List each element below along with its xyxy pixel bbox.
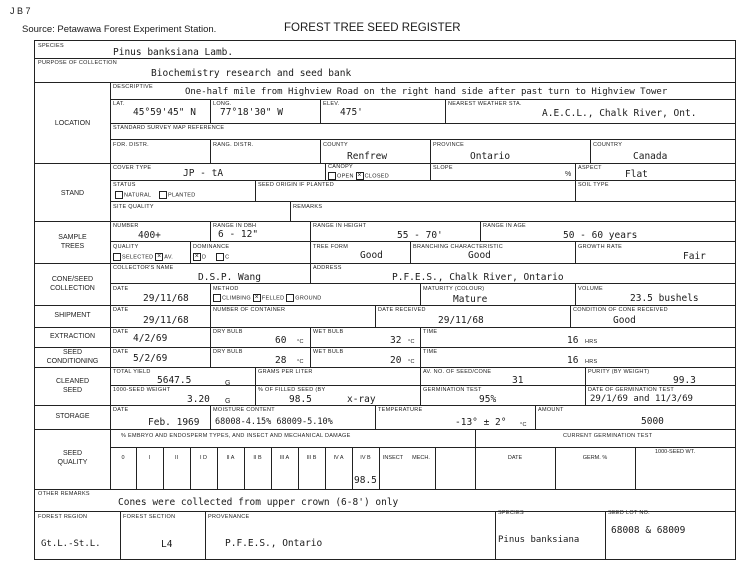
label-rang-distr: RANG. DISTR.: [213, 142, 254, 148]
grid-header-10: INSECT: [382, 455, 404, 461]
dominance-c-label: C: [225, 254, 230, 261]
weather-value: A.E.C.L., Chalk River, Ont.: [542, 108, 697, 119]
ivb-value: 98.5: [354, 475, 377, 486]
lat-value: 45°59'45" N: [133, 107, 196, 118]
section-shipment: SHIPMENT: [54, 312, 91, 319]
ext-wet-value: 32: [390, 335, 402, 346]
forest-region-value: Gt.L.-St.L.: [41, 539, 101, 549]
canopy-options: [328, 172, 389, 180]
label-soil-type: SOIL TYPE: [578, 182, 609, 188]
label-forest-region: FOREST REGION: [38, 514, 88, 520]
label-seed-origin: SEED ORIGIN IF PLANTED: [258, 182, 334, 188]
height-value: 55 - 70': [397, 230, 443, 241]
ext-dry-unit: °C: [297, 339, 304, 345]
ext-wet-unit: °C: [408, 339, 415, 345]
label-cond-date: DATE: [113, 349, 129, 355]
label-ship-date: DATE: [113, 307, 129, 313]
label-remarks: REMARKS: [293, 204, 323, 210]
cond-dry-value: 28: [275, 355, 287, 366]
grid-header-8: IV A: [333, 455, 344, 461]
label-purpose: PURPOSE OF COLLECTION: [38, 60, 118, 66]
seed-lot-value: 68008 & 68009: [611, 525, 686, 536]
label-quality: QUALITY: [113, 244, 139, 250]
stor-date-value: Feb. 1969: [148, 417, 200, 428]
label-ext-date: DATE: [113, 329, 129, 335]
status-options: [115, 191, 195, 199]
grid-header-9: IV B: [360, 455, 371, 461]
ext-date-value: 4/2/69: [133, 333, 168, 344]
label-aspect: ASPECT: [578, 165, 602, 171]
ship-date-value: 29/11/68: [143, 315, 189, 326]
label-seed-lot: SEED LOT NO.: [608, 510, 651, 516]
label-ext-wet-bulb: WET BULB: [313, 329, 344, 335]
method-ground-label: GROUND: [295, 295, 322, 302]
volume-value: 23.5 bushels: [630, 293, 699, 304]
section-seed-conditioning: SEED CONDITIONING: [46, 349, 99, 365]
filled-by-value: x-ray: [347, 394, 376, 405]
remarks-value: Cones were collected from upper crown (6-8') only: [118, 497, 399, 508]
label-embryo: % EMBRYO AND ENDOSPERM TYPES, AND INSECT AND MECHANICAL DAMAGE: [121, 433, 351, 439]
forest-section-value: L4: [161, 539, 173, 550]
dominance-d-label: D: [202, 254, 207, 261]
grid-header-3: I D: [199, 455, 208, 461]
ext-dry-value: 60: [275, 335, 287, 346]
province-value: Ontario: [470, 151, 511, 162]
quality-options: [113, 253, 173, 261]
total-yield-unit: G: [225, 380, 231, 387]
label-cond-wet-bulb: WET BULB: [313, 349, 344, 355]
germ-value: 95%: [479, 394, 497, 405]
label-for-distr: FOR. DISTR.: [113, 142, 149, 148]
coll-date-value: 29/11/68: [143, 293, 189, 304]
section-storage: STORAGE: [55, 413, 90, 420]
quality-selected-checkbox[interactable]: [113, 253, 121, 261]
grid-header-2: II: [174, 455, 179, 461]
label-purity: PURITY (BY WEIGHT): [588, 369, 650, 375]
cond-time-value: 16: [567, 355, 579, 366]
quality-selected-label: SELECTED: [122, 254, 154, 261]
cond-time-unit: HRS: [585, 359, 598, 365]
corner-code: J B 7: [10, 6, 31, 16]
slope-percent: %: [565, 171, 572, 178]
canopy-closed-label: CLOSED: [364, 173, 390, 180]
label-amount: AMOUNT: [538, 407, 564, 413]
total-yield-value: 5647.5: [157, 375, 192, 386]
species-bottom-value: Pinus banksiana: [498, 535, 580, 545]
canopy-closed-checkbox[interactable]: [356, 172, 364, 180]
canopy-open-label: OPEN: [337, 173, 354, 180]
label-range-dbh: RANGE IN DBH: [213, 223, 257, 229]
label-address: ADDRESS: [313, 265, 342, 271]
label-province: PROVINCE: [433, 142, 465, 148]
current-germ-header-germ: GERM. %: [582, 455, 608, 461]
collector-value: D.S.P. Wang: [198, 272, 261, 283]
label-other-remarks: OTHER REMARKS: [38, 491, 90, 497]
purpose-value: Biochemistry research and seed bank: [151, 68, 352, 79]
county-value: Renfrew: [347, 151, 388, 162]
label-av-seed-cone: AV. NO. OF SEED/CONE: [423, 369, 492, 375]
source-line: Source: Petawawa Forest Experiment Station.: [22, 24, 217, 35]
label-pct-filled: % OF FILLED SEED (BY: [258, 387, 326, 393]
condition-value: Good: [613, 315, 636, 326]
label-county: COUNTY: [323, 142, 349, 148]
received-value: 29/11/68: [438, 315, 484, 326]
status-planted-checkbox[interactable]: [159, 191, 167, 199]
number-value: 400+: [138, 230, 161, 241]
dominance-c-checkbox[interactable]: [216, 253, 224, 261]
maturity-value: Mature: [453, 294, 488, 305]
quality-av-label: AV.: [164, 254, 174, 261]
grid-header-6: III A: [279, 455, 290, 461]
label-lat: LAT.: [113, 101, 125, 107]
ext-time-value: 16: [567, 335, 579, 346]
label-status: STATUS: [113, 182, 136, 188]
label-method: METHOD: [213, 286, 239, 292]
filled-value: 98.5: [289, 394, 312, 405]
section-stand: STAND: [60, 190, 85, 197]
section-location: LOCATION: [54, 120, 91, 127]
current-germ-header-weight: 1000-SEED WT.: [654, 449, 696, 455]
label-coll-date: DATE: [113, 286, 129, 292]
label-long: LONG.: [213, 101, 232, 107]
canopy-open-checkbox[interactable]: [328, 172, 336, 180]
aspect-value: Flat: [625, 169, 648, 180]
dbh-value: 6 - 12": [218, 229, 259, 240]
tree-form-value: Good: [360, 250, 383, 261]
av-seed-value: 31: [512, 375, 524, 386]
label-elev: ELEV.: [323, 101, 340, 107]
label-provenance: PROVENANCE: [208, 514, 250, 520]
status-planted-label: PLANTED: [168, 192, 196, 199]
temperature-unit: °C: [520, 422, 527, 428]
grid-header-0: 0: [121, 455, 125, 461]
grid-header-7: III B: [306, 455, 317, 461]
label-dominance: DOMINANCE: [193, 244, 230, 250]
label-descriptive: DESCRIPTIVE: [113, 84, 153, 90]
label-ext-time: TIME: [423, 329, 438, 335]
country-value: Canada: [633, 151, 668, 162]
label-standard-survey: STANDARD SURVEY MAP REFERENCE: [113, 125, 225, 131]
address-value: P.F.E.S., Chalk River, Ontario: [392, 272, 564, 283]
cond-date-value: 5/2/69: [133, 353, 168, 364]
status-natural-label: NATURAL: [124, 192, 152, 199]
cond-wet-unit: °C: [408, 359, 415, 365]
section-cleaned-seed: CLEANED SEED: [55, 378, 90, 394]
section-extraction: EXTRACTION: [49, 333, 96, 340]
temperature-value: -13° ± 2°: [455, 417, 507, 428]
grid-header-4: II A: [226, 455, 235, 461]
label-cover-type: COVER TYPE: [113, 165, 152, 171]
page-title: FOREST TREE SEED REGISTER: [284, 22, 461, 34]
label-date-germ: DATE OF GERMINATION TEST: [588, 387, 675, 393]
label-date-received: DATE RECEIVED: [378, 307, 426, 313]
label-range-age: RANGE IN AGE: [483, 223, 527, 229]
label-forest-section: FOREST SECTION: [123, 514, 176, 520]
method-ground-checkbox[interactable]: [286, 294, 294, 302]
label-total-yield: TOTAL YIELD: [113, 369, 151, 375]
label-moisture: MOISTURE CONTENT: [213, 407, 275, 413]
moisture-value: 68008-4.15% 68009-5.10%: [215, 417, 333, 427]
label-cond-time: TIME: [423, 349, 438, 355]
label-grams-per-liter: GRAMS PER LITER: [258, 369, 313, 375]
label-slope: SLOPE: [433, 165, 453, 171]
current-germ-header-date: DATE: [507, 455, 523, 461]
label-country: COUNTRY: [593, 142, 623, 148]
cond-wet-value: 20: [390, 355, 402, 366]
quality-av-checkbox[interactable]: [155, 253, 163, 261]
label-site-quality: SITE QUALITY: [113, 204, 154, 210]
method-felled-label: FELLED: [261, 295, 285, 302]
seed-weight-unit: G: [225, 398, 231, 405]
elev-value: 475': [340, 107, 363, 118]
method-climbing-checkbox[interactable]: [213, 294, 221, 302]
label-condition-cones: CONDITION OF CONE RECEIVED: [573, 307, 668, 313]
label-number: NUMBER: [113, 223, 139, 229]
germ-date-value: 29/1/69 and 11/3/69: [590, 394, 693, 404]
label-germ-test: GERMINATION TEST: [423, 387, 482, 393]
label-temperature: TEMPERATURE: [378, 407, 423, 413]
ext-time-unit: HRS: [585, 339, 598, 345]
section-seed-quality: SEED QUALITY: [57, 450, 88, 466]
label-seed-weight: 1000-SEED WEIGHT: [113, 387, 171, 393]
species-value: Pinus banksiana Lamb.: [113, 47, 234, 58]
label-ext-dry-bulb: DRY BULB: [213, 329, 243, 335]
purity-value: 99.3: [673, 375, 696, 386]
cover-type-value: JP - tA: [183, 168, 224, 179]
label-stor-date: DATE: [113, 407, 129, 413]
age-value: 50 - 60 years: [563, 230, 638, 241]
long-value: 77°18'30" W: [220, 107, 283, 118]
label-species-bottom: SPECIES: [498, 510, 524, 516]
label-growth-rate: GROWTH RATE: [578, 244, 623, 250]
dominance-options: [193, 253, 229, 261]
label-volume: VOLUME: [578, 286, 604, 292]
section-cone-collection: CONE/SEED COLLECTION: [50, 276, 95, 292]
status-natural-checkbox[interactable]: [115, 191, 123, 199]
cond-dry-unit: °C: [297, 359, 304, 365]
grid-header-11: MECH.: [412, 455, 430, 461]
label-cond-dry-bulb: DRY BULB: [213, 349, 243, 355]
label-tree-form: TREE FORM: [313, 244, 349, 250]
label-maturity: MATURITY (COLOUR): [423, 286, 485, 292]
grid-header-1: I: [148, 455, 151, 461]
label-canopy: CANOPY: [328, 164, 354, 170]
label-collector: COLLECTOR'S NAME: [113, 265, 174, 271]
label-range-height: RANGE IN HEIGHT: [313, 223, 367, 229]
provenance-value: P.F.E.S., Ontario: [225, 538, 323, 549]
grid-header-5: II B: [253, 455, 262, 461]
amount-value: 5000: [641, 416, 664, 427]
label-species: SPECIES: [38, 43, 64, 49]
growth-value: Fair: [683, 251, 706, 262]
label-branching: BRANCHING CHARACTERISTIC: [413, 244, 504, 250]
section-sample-trees: SAMPLE TREES: [58, 234, 87, 250]
label-current-germ: CURRENT GERMINATION TEST: [563, 433, 653, 439]
descriptive-value: One-half mile from Highview Road on the right hand side after past turn to Highview Tower: [185, 87, 668, 97]
label-num-container: NUMBER OF CONTAINER: [213, 307, 286, 313]
seed-weight-value: 3.20: [187, 394, 210, 405]
seed-register-form: [34, 40, 736, 560]
method-felled-checkbox[interactable]: [253, 294, 261, 302]
label-nearest-weather: NEAREST WEATHER STA.: [448, 101, 522, 107]
method-climbing-label: CLIMBING: [222, 295, 251, 302]
method-options: [213, 294, 322, 302]
dominance-d-checkbox[interactable]: [193, 253, 201, 261]
branching-value: Good: [468, 250, 491, 261]
